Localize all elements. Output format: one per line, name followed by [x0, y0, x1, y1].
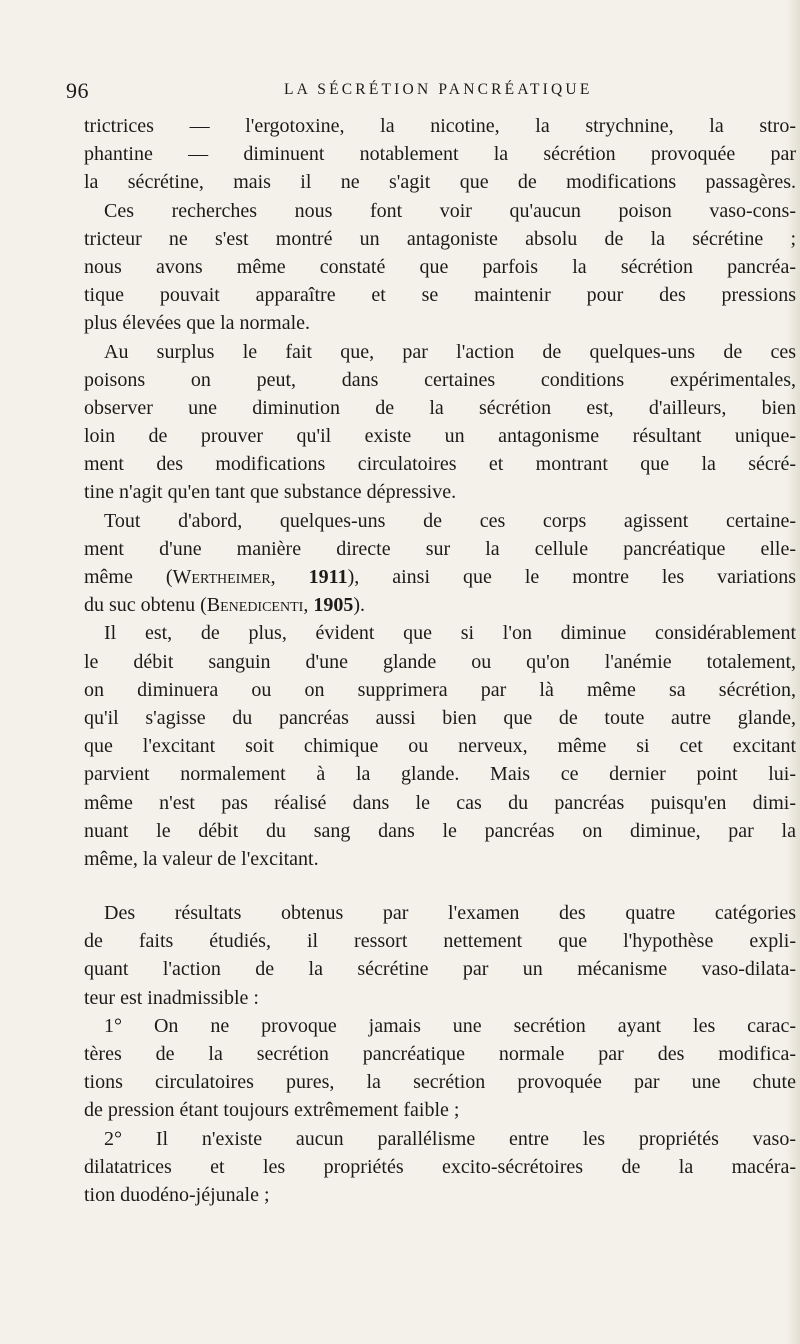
- citation-year: 1911: [308, 566, 348, 588]
- text-line: tine n'agit qu'en tant que substance dépressive.: [84, 481, 457, 504]
- text-line: phantine — diminuent notablement la sécrétion provoquée par: [84, 143, 796, 166]
- text-line: Ces recherches nous font voir qu'aucun poison vaso-cons-: [104, 199, 796, 222]
- text-line: la sécrétine, mais il ne s'agit que de modifications passagères.: [84, 171, 796, 194]
- text-line-with-citation: même (Wertheimer, 1911), ainsi que le montre les variations: [84, 566, 797, 588]
- paragraph: [84, 112, 796, 338]
- text-line: Des résultats obtenus par l'examen des quatre catégories: [104, 902, 796, 925]
- paragraph: [84, 899, 796, 1012]
- text-line: tères de la secrétion pancréatique normale par des modifica-: [84, 1043, 796, 1065]
- text-line: qu'il s'agisse du pancréas aussi bien que de toute autre glande,: [84, 706, 796, 729]
- text-line: observer une diminution de la sécrétion est, d'ailleurs, bien: [84, 396, 796, 419]
- text-line: nous avons même constaté que parfois la sécrétion pancréa-: [84, 255, 796, 278]
- text-line: teur est inadmissible :: [84, 986, 259, 1009]
- text-line: ment des modifications circulatoires et montrant que la sécré-: [84, 453, 796, 476]
- text-line: nuant le débit du sang dans le pancréas on diminue, par la: [84, 819, 796, 842]
- text-line: quant l'action de la sécrétine par un mécanisme vaso-dilata-: [84, 958, 796, 981]
- text-line: même, la valeur de l'excitant.: [84, 847, 319, 870]
- text-line: même n'est pas réalisé dans le cas du pancréas puisqu'en dimi-: [84, 791, 796, 814]
- text-line: ment d'une manière directe sur la cellule pancréatique elle-: [84, 537, 796, 560]
- text-line: loin de prouver qu'il existe un antagonisme résultant unique-: [84, 425, 796, 448]
- citation-author: Benedicenti: [206, 594, 304, 617]
- text-line: 1° On ne provoque jamais une secrétion ayant les carac-: [104, 1014, 796, 1037]
- page-header: [0, 78, 800, 108]
- paragraph: [84, 507, 796, 620]
- text-line: trictrices — l'ergotoxine, la nicotine, la strychnine, la stro-: [84, 115, 796, 137]
- text-line: Tout d'abord, quelques-uns de ces corps agissent certaine-: [104, 509, 796, 532]
- running-title: LA SÉCRÉTION PANCRÉATIQUE: [284, 81, 593, 98]
- text-line: parvient normalement à la glande. Mais ce dernier point lui-: [84, 763, 796, 786]
- section-gap: [84, 873, 796, 899]
- text-line: de faits étudiés, il ressort nettement que l'hypothèse expli-: [84, 930, 796, 953]
- citation-author: Wertheimer: [172, 566, 271, 588]
- text-line: tion duodéno-jéjunale ;: [84, 1183, 270, 1206]
- body-text: [84, 112, 796, 1209]
- text-line: tique pouvait apparaître et se maintenir pour des pressions: [84, 284, 796, 307]
- text-line-with-citation: du suc obtenu (Benedicenti, 1905).: [84, 594, 365, 617]
- text-line: tricteur ne s'est montré un antagoniste absolu de la sécrétine ;: [84, 227, 796, 250]
- text-line: Il est, de plus, évident que si l'on diminue considérablement: [104, 622, 796, 645]
- paragraph: [84, 619, 796, 873]
- text-line: Au surplus le fait que, par l'action de quelques-uns de ces: [104, 340, 796, 363]
- text-line: de pression étant toujours extrêmement faible ;: [84, 1099, 460, 1122]
- page-number: 96: [66, 78, 89, 103]
- text-line: plus élevées que la normale.: [84, 312, 311, 335]
- text-line: le débit sanguin d'une glande ou qu'on l'anémie totalement,: [84, 650, 796, 673]
- text-line: tions circulatoires pures, la secrétion provoquée par une chute: [84, 1071, 796, 1094]
- text-line: 2° Il n'existe aucun parallélisme entre les propriétés vaso-: [104, 1127, 796, 1150]
- text-line: dilatatrices et les propriétés excito-sécrétoires de la macéra-: [84, 1155, 796, 1178]
- citation-year: 1905: [313, 594, 354, 617]
- list-item: [84, 1125, 796, 1210]
- text-line: on diminuera ou on supprimera par là même sa sécrétion,: [84, 678, 796, 701]
- paragraph: [84, 338, 796, 507]
- list-item: [84, 1012, 796, 1125]
- text-line: poisons on peut, dans certaines conditions expérimentales,: [84, 368, 796, 391]
- text-line: que l'excitant soit chimique ou nerveux, même si cet excitant: [84, 735, 796, 758]
